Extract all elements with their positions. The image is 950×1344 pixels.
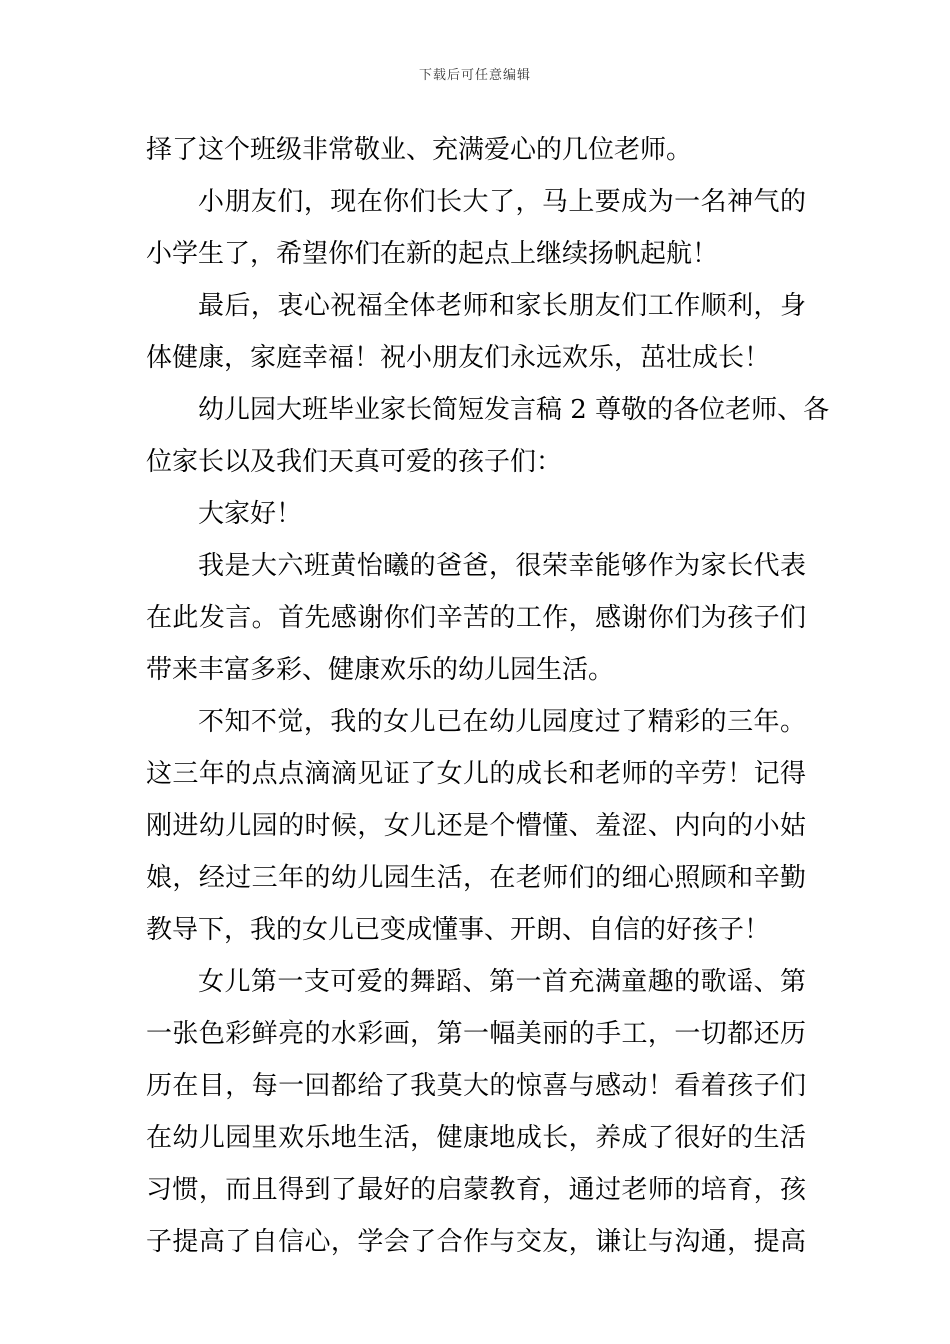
text-line: 这三年的点点滴滴见证了女儿的成长和老师的辛劳！记得 [146, 759, 806, 789]
text-line: 择了这个班级非常敬业、充满爱心的几位老师。 [146, 135, 693, 165]
text-line: 习惯，而且得到了最好的启蒙教育，通过老师的培育，孩 [146, 1175, 806, 1205]
text-line: 一张色彩鲜亮的水彩画，第一幅美丽的手工，一切都还历 [146, 1019, 806, 1049]
page-header: 下载后可任意编辑 [418, 68, 531, 83]
text-line: 在幼儿园里欢乐地生活，健康地成长，养成了很好的生活 [146, 1123, 806, 1153]
text-line: 大家好！ [198, 499, 303, 529]
text-line: 女儿第一支可爱的舞蹈、第一首充满童趣的歌谣、第 [198, 967, 806, 997]
text-line: 子提高了自信心，学会了合作与交友，谦让与沟通，提高 [146, 1227, 806, 1257]
text-line: 体健康，家庭幸福！祝小朋友们永远欢乐，茁壮成长！ [146, 343, 771, 373]
text-line: 娘，经过三年的幼儿园生活，在老师们的细心照顾和辛勤 [146, 863, 806, 893]
text-line: 我是大六班黄怡曦的爸爸，很荣幸能够作为家长代表 [198, 551, 806, 581]
text-line: 小朋友们，现在你们长大了，马上要成为一名神气的 [198, 187, 806, 217]
text-line: 在此发言。首先感谢你们辛苦的工作，感谢你们为孩子们 [146, 603, 806, 633]
text-line: 教导下，我的女儿已变成懂事、开朗、自信的好孩子！ [146, 915, 771, 945]
text-line: 最后，衷心祝福全体老师和家长朋友们工作顺利，身 [198, 291, 806, 321]
text-line: 幼儿园大班毕业家长简短发言稿 2 尊敬的各位老师、各 [198, 395, 830, 425]
document-body [146, 128, 830, 1272]
text-line: 位家长以及我们天真可爱的孩子们： [146, 447, 563, 477]
text-line: 不知不觉，我的女儿已在幼儿园度过了精彩的三年。 [198, 707, 806, 737]
text-line: 带来丰富多彩、健康欢乐的幼儿园生活。 [146, 655, 615, 685]
text-line: 历在目，每一回都给了我莫大的惊喜与感动！看着孩子们 [146, 1071, 806, 1101]
text-line: 刚进幼儿园的时候，女儿还是个懵懂、羞涩、内向的小姑 [146, 811, 806, 841]
text-line: 小学生了，希望你们在新的起点上继续扬帆起航！ [146, 239, 719, 269]
